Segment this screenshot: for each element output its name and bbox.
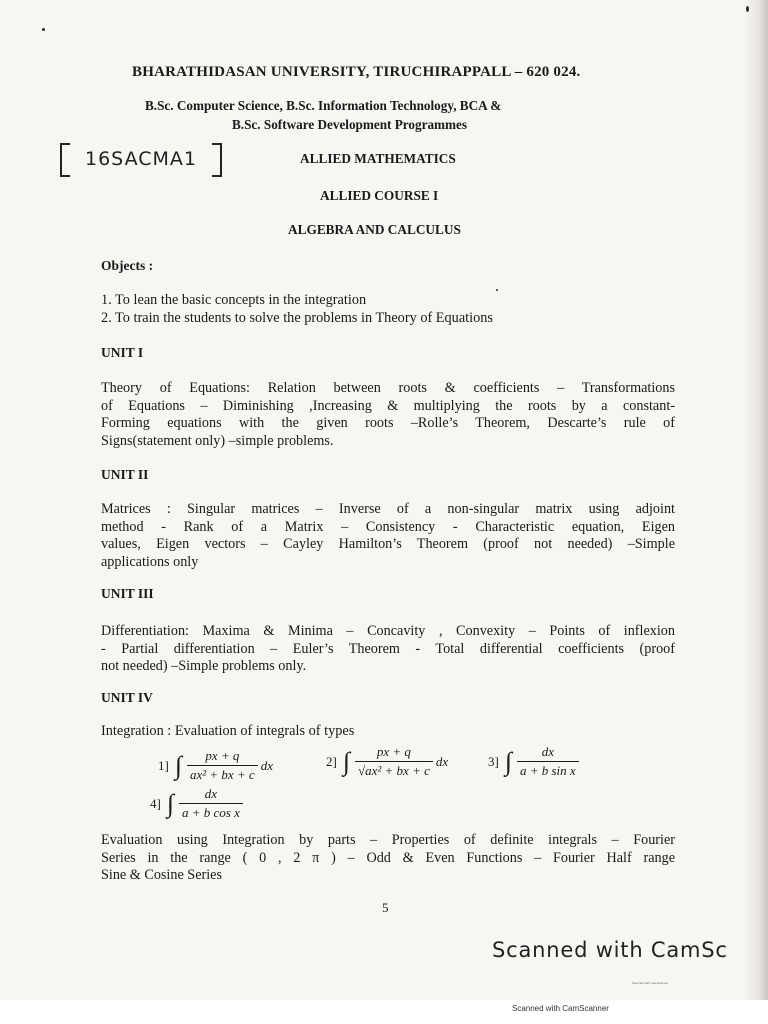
programmes-line-1: B.Sc. Computer Science, B.Sc. Information Technology, BCA & [145, 98, 502, 113]
integral-sign-icon: ∫ [166, 788, 174, 818]
subject-title: ALLIED MATHEMATICS [300, 151, 456, 166]
text-line: Signs(statement only) –simple problems. [101, 432, 334, 449]
text-line: applications only [101, 553, 199, 570]
page-edge-shadow [744, 0, 768, 1000]
text-line: Sine & Cosine Series [101, 867, 222, 883]
fraction [517, 744, 579, 779]
numerator: px + q [376, 744, 411, 759]
denominator: √ax² + bx + c [355, 761, 433, 779]
text-line: Series in the range ( 0 , 2 π ) – Odd & Even Functions – Fourier Half range [101, 849, 675, 866]
integration-intro: Integration : Evaluation of integrals of types [101, 723, 355, 739]
integral-formula [488, 744, 582, 779]
denominator: a + b cos x [179, 803, 243, 821]
speck [746, 6, 749, 12]
text-line: not needed) –Simple problems only. [101, 658, 307, 674]
formula-number: 2] [326, 753, 337, 769]
numerator: dx [541, 744, 554, 759]
integral-formula [158, 748, 273, 783]
unit-3-text [101, 623, 675, 676]
fraction [187, 748, 258, 783]
speck [42, 28, 45, 31]
integral-sign-icon: ∫ [504, 746, 512, 776]
camscanner-watermark: Scanned with CamSc [492, 938, 728, 962]
text-line: Differentiation: Maxima & Minima – Concavity , Convexity – Points of inflexion [101, 623, 675, 639]
text-line: Forming equations with the given roots –Rolle’s Theorem, Descarte’s rule of [101, 415, 675, 431]
course-code-text: 16SACMA1 [85, 148, 197, 170]
text-line: Theory of Equations: Relation between roots & coefficients – Transformations [101, 380, 675, 396]
unit-1-text [101, 380, 675, 450]
unit-4-text [101, 832, 675, 885]
differential: dx [260, 757, 274, 773]
speck [496, 289, 498, 291]
page-number: 5 [382, 900, 389, 915]
integral-formula [150, 786, 246, 821]
unit-heading: UNIT IV [101, 690, 153, 705]
text-line: method - Rank of a Matrix – Consistency - Characteristic equation, Eigen [101, 518, 675, 535]
unit-heading: UNIT I [101, 345, 144, 360]
objective-item: 1. To lean the basic concepts in the integration [101, 292, 367, 308]
objective-item: 2. To train the students to solve the problems in Theory of Equations [101, 310, 493, 326]
text-line: Matrices : Singular matrices – Inverse of a non-singular matrix using adjoint [101, 501, 675, 517]
formula-number: 4] [150, 795, 161, 811]
fraction [179, 786, 243, 821]
numerator: dx [204, 786, 218, 801]
paper-title: ALGEBRA AND CALCULUS [288, 222, 461, 237]
camscanner-footer: Scanned with CamScanner [512, 1004, 609, 1013]
denominator: ax² + bx + c [187, 765, 258, 783]
integral-sign-icon: ∫ [342, 746, 350, 776]
unit-heading: UNIT II [101, 467, 149, 482]
formula-number: 1] [158, 757, 169, 773]
course-title: ALLIED COURSE I [320, 188, 439, 203]
formula-number: 3] [488, 753, 499, 769]
denominator: a + b sin x [517, 761, 579, 779]
camscanner-watermark-small: Scanned with CamScanner [632, 981, 669, 985]
course-code-handwritten [60, 143, 222, 175]
text-line: values, Eigen vectors – Cayley Hamilton’s Theorem (proof not needed) –Simple [101, 536, 675, 552]
university-heading: BHARATHIDASAN UNIVERSITY, TIRUCHIRAPPALL – 620 024. [132, 64, 581, 80]
programmes-line-2: B.Sc. Software Development Programmes [232, 117, 468, 132]
differential: dx [435, 753, 449, 769]
fraction [355, 744, 433, 779]
text-line: of Equations – Diminishing ,Increasing & multiplying the roots by a constant- [101, 397, 675, 414]
text-line: - Partial differentiation – Euler’s Theorem - Total differential coefficients (proof [101, 640, 675, 657]
unit-2-text [101, 501, 675, 571]
integral-formula [326, 744, 448, 779]
integral-sign-icon: ∫ [174, 750, 182, 780]
text-line: Evaluation using Integration by parts – Properties of definite integrals – Fourier [101, 832, 675, 848]
unit-heading: UNIT III [101, 586, 154, 601]
numerator: px + q [205, 748, 240, 763]
objectives-heading: Objects : [101, 258, 154, 273]
